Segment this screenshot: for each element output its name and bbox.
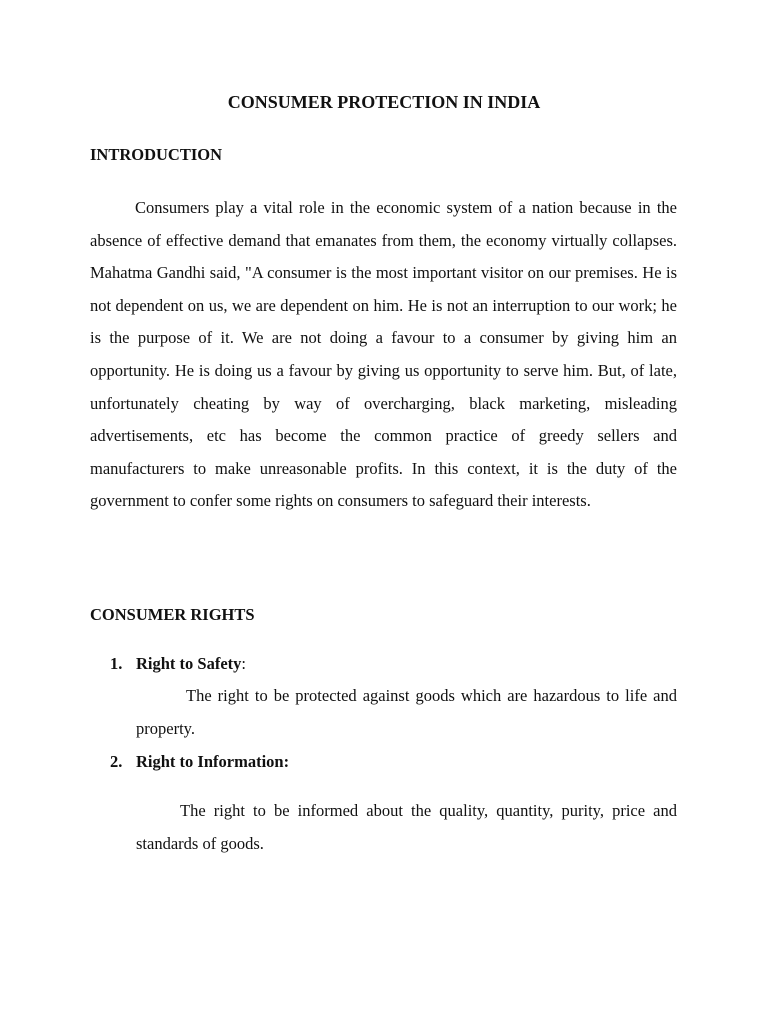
consumer-rights-heading: CONSUMER RIGHTS	[90, 605, 255, 624]
list-item-label-suffix: :	[241, 654, 246, 673]
rights-list-item	[110, 652, 677, 738]
list-item-description: The right to be informed about the quality, quantity, purity, price and standards of goods.	[136, 801, 677, 853]
list-item-number: 2.	[110, 752, 123, 771]
introduction-paragraph: Consumers play a vital role in the economic system of a nation because in the absence of effective demand that emanates from them, the economy virtually collapses. Mahatma Gandhi said, "A consumer is the most important visitor on our premises. He is not dependent on us, we are dependent on him. He is not an interruption to our work; he is the purpose of it. We are not doing a favour to a consumer by giving him an opportunity. He is doing us a favour by giving us opportunity to serve him. But, of late, unfortunately cheating by way of overcharging, black marketing, misleading advertisements, etc has become the common practice of greedy sellers and manufacturers to make unreasonable profits. In this context, it is the duty of the government to confer some rights on consumers to safeguard their interests.	[90, 198, 677, 511]
list-item-description: The right to be protected against goods which are hazardous to life and property.	[136, 686, 677, 738]
list-item-number: 1.	[110, 654, 123, 673]
list-item-header	[110, 750, 677, 774]
introduction-heading: INTRODUCTION	[90, 145, 223, 164]
rights-list-item	[110, 750, 677, 853]
list-item-header	[110, 652, 677, 676]
document-title: CONSUMER PROTECTION IN INDIA	[227, 92, 541, 112]
list-item-label: Right to Safety	[136, 654, 242, 673]
list-item-label: Right to Information:	[136, 752, 290, 771]
